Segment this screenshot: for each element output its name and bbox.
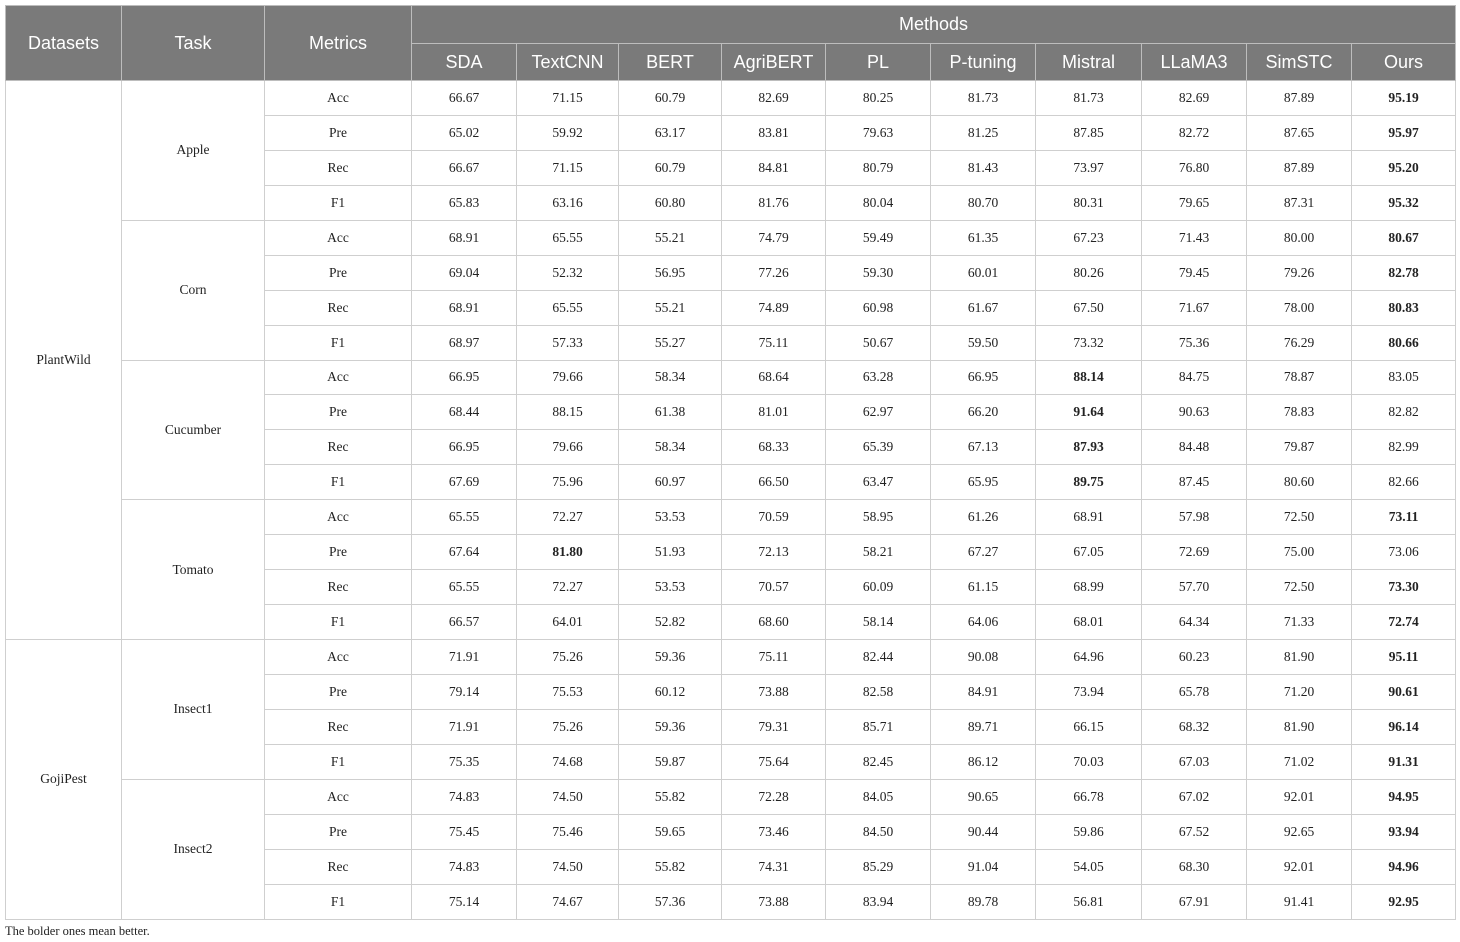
value-cell: 55.27: [619, 325, 722, 360]
value-cell: 91.41: [1247, 884, 1352, 919]
value-cell: 82.45: [826, 744, 931, 779]
value-cell: 67.52: [1142, 814, 1247, 849]
value-cell: 66.67: [412, 81, 517, 116]
method-header-llama3: LLaMA3: [1142, 44, 1247, 81]
value-cell: 58.14: [826, 605, 931, 640]
value-cell: 81.25: [931, 115, 1036, 150]
value-cell: 71.33: [1247, 605, 1352, 640]
value-cell: 70.59: [722, 500, 826, 535]
value-cell: 65.55: [517, 290, 619, 325]
value-cell: 64.06: [931, 605, 1036, 640]
value-cell: 90.63: [1142, 395, 1247, 430]
value-cell: 87.89: [1247, 150, 1352, 185]
value-cell: 91.31: [1352, 744, 1456, 779]
value-cell: 68.91: [412, 220, 517, 255]
method-header-bert: BERT: [619, 44, 722, 81]
metric-cell: Pre: [265, 115, 412, 150]
value-cell: 65.55: [412, 500, 517, 535]
value-cell: 61.67: [931, 290, 1036, 325]
value-cell: 71.43: [1142, 220, 1247, 255]
value-cell: 74.50: [517, 779, 619, 814]
value-cell: 60.80: [619, 185, 722, 220]
value-cell: 51.93: [619, 535, 722, 570]
metric-cell: Acc: [265, 779, 412, 814]
value-cell: 75.53: [517, 674, 619, 709]
value-cell: 84.91: [931, 674, 1036, 709]
value-cell: 82.69: [1142, 81, 1247, 116]
value-cell: 80.79: [826, 150, 931, 185]
value-cell: 82.72: [1142, 115, 1247, 150]
value-cell: 59.92: [517, 115, 619, 150]
value-cell: 75.14: [412, 884, 517, 919]
value-cell: 55.82: [619, 849, 722, 884]
value-cell: 92.01: [1247, 849, 1352, 884]
value-cell: 83.81: [722, 115, 826, 150]
metric-cell: F1: [265, 605, 412, 640]
value-cell: 59.36: [619, 709, 722, 744]
metric-cell: Pre: [265, 395, 412, 430]
value-cell: 55.82: [619, 779, 722, 814]
value-cell: 74.83: [412, 779, 517, 814]
value-cell: 65.78: [1142, 674, 1247, 709]
value-cell: 66.15: [1036, 709, 1142, 744]
value-cell: 60.79: [619, 150, 722, 185]
task-cell: Apple: [122, 81, 265, 221]
value-cell: 71.02: [1247, 744, 1352, 779]
metric-cell: F1: [265, 744, 412, 779]
value-cell: 81.80: [517, 535, 619, 570]
value-cell: 64.34: [1142, 605, 1247, 640]
method-header-sda: SDA: [412, 44, 517, 81]
value-cell: 80.70: [931, 185, 1036, 220]
value-cell: 92.65: [1247, 814, 1352, 849]
value-cell: 55.21: [619, 220, 722, 255]
metric-cell: F1: [265, 884, 412, 919]
value-cell: 75.64: [722, 744, 826, 779]
value-cell: 63.47: [826, 465, 931, 500]
value-cell: 65.55: [412, 570, 517, 605]
value-cell: 81.90: [1247, 709, 1352, 744]
value-cell: 60.09: [826, 570, 931, 605]
value-cell: 72.69: [1142, 535, 1247, 570]
metric-cell: Rec: [265, 849, 412, 884]
value-cell: 62.97: [826, 395, 931, 430]
value-cell: 88.15: [517, 395, 619, 430]
value-cell: 78.83: [1247, 395, 1352, 430]
value-cell: 79.14: [412, 674, 517, 709]
value-cell: 74.68: [517, 744, 619, 779]
value-cell: 84.48: [1142, 430, 1247, 465]
value-cell: 73.30: [1352, 570, 1456, 605]
value-cell: 60.97: [619, 465, 722, 500]
value-cell: 71.91: [412, 640, 517, 675]
method-header-pl: PL: [826, 44, 931, 81]
value-cell: 74.31: [722, 849, 826, 884]
value-cell: 57.70: [1142, 570, 1247, 605]
value-cell: 68.33: [722, 430, 826, 465]
value-cell: 59.65: [619, 814, 722, 849]
value-cell: 56.95: [619, 255, 722, 290]
value-cell: 52.82: [619, 605, 722, 640]
value-cell: 59.50: [931, 325, 1036, 360]
value-cell: 76.29: [1247, 325, 1352, 360]
value-cell: 80.83: [1352, 290, 1456, 325]
value-cell: 84.05: [826, 779, 931, 814]
method-header-agribert: AgriBERT: [722, 44, 826, 81]
value-cell: 56.81: [1036, 884, 1142, 919]
value-cell: 63.17: [619, 115, 722, 150]
value-cell: 66.50: [722, 465, 826, 500]
value-cell: 95.97: [1352, 115, 1456, 150]
value-cell: 90.44: [931, 814, 1036, 849]
value-cell: 95.11: [1352, 640, 1456, 675]
value-cell: 57.33: [517, 325, 619, 360]
value-cell: 59.49: [826, 220, 931, 255]
value-cell: 67.05: [1036, 535, 1142, 570]
value-cell: 70.57: [722, 570, 826, 605]
value-cell: 66.57: [412, 605, 517, 640]
value-cell: 73.46: [722, 814, 826, 849]
value-cell: 75.26: [517, 640, 619, 675]
value-cell: 68.91: [1036, 500, 1142, 535]
value-cell: 55.21: [619, 290, 722, 325]
table-row: [6, 220, 1456, 255]
value-cell: 82.69: [722, 81, 826, 116]
value-cell: 66.20: [931, 395, 1036, 430]
methods-group-header: Methods: [412, 6, 1456, 44]
value-cell: 68.97: [412, 325, 517, 360]
value-cell: 73.94: [1036, 674, 1142, 709]
metric-cell: Pre: [265, 255, 412, 290]
value-cell: 66.95: [412, 430, 517, 465]
value-cell: 96.14: [1352, 709, 1456, 744]
table-row: [6, 360, 1456, 395]
value-cell: 79.66: [517, 360, 619, 395]
value-cell: 95.20: [1352, 150, 1456, 185]
value-cell: 57.36: [619, 884, 722, 919]
value-cell: 63.16: [517, 185, 619, 220]
value-cell: 59.86: [1036, 814, 1142, 849]
value-cell: 54.05: [1036, 849, 1142, 884]
value-cell: 79.31: [722, 709, 826, 744]
value-cell: 81.43: [931, 150, 1036, 185]
value-cell: 82.82: [1352, 395, 1456, 430]
dataset-cell: PlantWild: [6, 81, 122, 640]
value-cell: 95.32: [1352, 185, 1456, 220]
value-cell: 74.50: [517, 849, 619, 884]
value-cell: 80.31: [1036, 185, 1142, 220]
value-cell: 68.99: [1036, 570, 1142, 605]
value-cell: 67.27: [931, 535, 1036, 570]
value-cell: 80.26: [1036, 255, 1142, 290]
value-cell: 94.96: [1352, 849, 1456, 884]
value-cell: 60.98: [826, 290, 931, 325]
value-cell: 60.79: [619, 81, 722, 116]
value-cell: 65.95: [931, 465, 1036, 500]
table-row: [6, 779, 1456, 814]
task-header: Task: [122, 6, 265, 81]
value-cell: 59.30: [826, 255, 931, 290]
value-cell: 73.06: [1352, 535, 1456, 570]
value-cell: 67.50: [1036, 290, 1142, 325]
value-cell: 93.94: [1352, 814, 1456, 849]
value-cell: 80.66: [1352, 325, 1456, 360]
datasets-header: Datasets: [6, 6, 122, 81]
metric-cell: Rec: [265, 150, 412, 185]
value-cell: 89.71: [931, 709, 1036, 744]
value-cell: 58.34: [619, 430, 722, 465]
table-row: [6, 640, 1456, 675]
value-cell: 87.89: [1247, 81, 1352, 116]
method-header-mistral: Mistral: [1036, 44, 1142, 81]
metric-cell: Rec: [265, 709, 412, 744]
value-cell: 87.85: [1036, 115, 1142, 150]
value-cell: 61.15: [931, 570, 1036, 605]
value-cell: 91.64: [1036, 395, 1142, 430]
value-cell: 71.20: [1247, 674, 1352, 709]
value-cell: 82.44: [826, 640, 931, 675]
metric-cell: Pre: [265, 535, 412, 570]
value-cell: 65.83: [412, 185, 517, 220]
value-cell: 84.50: [826, 814, 931, 849]
value-cell: 65.39: [826, 430, 931, 465]
value-cell: 81.73: [931, 81, 1036, 116]
value-cell: 65.55: [517, 220, 619, 255]
table-footnote: The bolder ones mean better.: [5, 924, 150, 938]
value-cell: 72.27: [517, 570, 619, 605]
value-cell: 71.15: [517, 81, 619, 116]
value-cell: 67.02: [1142, 779, 1247, 814]
value-cell: 64.01: [517, 605, 619, 640]
value-cell: 71.91: [412, 709, 517, 744]
value-cell: 90.08: [931, 640, 1036, 675]
value-cell: 53.53: [619, 500, 722, 535]
value-cell: 68.01: [1036, 605, 1142, 640]
value-cell: 67.13: [931, 430, 1036, 465]
method-header-p-tuning: P-tuning: [931, 44, 1036, 81]
value-cell: 89.75: [1036, 465, 1142, 500]
value-cell: 61.26: [931, 500, 1036, 535]
value-cell: 68.30: [1142, 849, 1247, 884]
value-cell: 50.67: [826, 325, 931, 360]
value-cell: 82.66: [1352, 465, 1456, 500]
value-cell: 81.73: [1036, 81, 1142, 116]
table-header: [6, 6, 1456, 81]
method-header-textcnn: TextCNN: [517, 44, 619, 81]
value-cell: 68.60: [722, 605, 826, 640]
value-cell: 58.95: [826, 500, 931, 535]
value-cell: 82.99: [1352, 430, 1456, 465]
value-cell: 85.71: [826, 709, 931, 744]
value-cell: 57.98: [1142, 500, 1247, 535]
task-cell: Insect1: [122, 640, 265, 780]
metric-cell: Rec: [265, 570, 412, 605]
value-cell: 80.04: [826, 185, 931, 220]
value-cell: 61.35: [931, 220, 1036, 255]
value-cell: 53.53: [619, 570, 722, 605]
value-cell: 74.89: [722, 290, 826, 325]
value-cell: 58.34: [619, 360, 722, 395]
metric-cell: F1: [265, 185, 412, 220]
value-cell: 82.58: [826, 674, 931, 709]
value-cell: 73.88: [722, 884, 826, 919]
value-cell: 75.11: [722, 640, 826, 675]
value-cell: 80.67: [1352, 220, 1456, 255]
value-cell: 80.25: [826, 81, 931, 116]
value-cell: 64.96: [1036, 640, 1142, 675]
value-cell: 79.65: [1142, 185, 1247, 220]
value-cell: 78.00: [1247, 290, 1352, 325]
metric-cell: Acc: [265, 640, 412, 675]
table-row: [6, 500, 1456, 535]
value-cell: 89.78: [931, 884, 1036, 919]
value-cell: 87.65: [1247, 115, 1352, 150]
value-cell: 75.00: [1247, 535, 1352, 570]
value-cell: 75.96: [517, 465, 619, 500]
value-cell: 75.45: [412, 814, 517, 849]
value-cell: 92.95: [1352, 884, 1456, 919]
value-cell: 87.45: [1142, 465, 1247, 500]
value-cell: 77.26: [722, 255, 826, 290]
value-cell: 68.44: [412, 395, 517, 430]
value-cell: 74.83: [412, 849, 517, 884]
method-header-simstc: SimSTC: [1247, 44, 1352, 81]
value-cell: 61.38: [619, 395, 722, 430]
metric-cell: Acc: [265, 220, 412, 255]
value-cell: 59.87: [619, 744, 722, 779]
value-cell: 72.27: [517, 500, 619, 535]
value-cell: 79.66: [517, 430, 619, 465]
value-cell: 72.13: [722, 535, 826, 570]
value-cell: 73.32: [1036, 325, 1142, 360]
value-cell: 90.65: [931, 779, 1036, 814]
value-cell: 60.01: [931, 255, 1036, 290]
value-cell: 75.46: [517, 814, 619, 849]
value-cell: 60.12: [619, 674, 722, 709]
value-cell: 60.23: [1142, 640, 1247, 675]
table-row: [6, 81, 1456, 116]
value-cell: 74.67: [517, 884, 619, 919]
value-cell: 84.81: [722, 150, 826, 185]
value-cell: 67.23: [1036, 220, 1142, 255]
table-body: [6, 81, 1456, 920]
value-cell: 76.80: [1142, 150, 1247, 185]
value-cell: 78.87: [1247, 360, 1352, 395]
dataset-cell: GojiPest: [6, 640, 122, 920]
value-cell: 71.15: [517, 150, 619, 185]
value-cell: 69.04: [412, 255, 517, 290]
value-cell: 83.94: [826, 884, 931, 919]
value-cell: 73.97: [1036, 150, 1142, 185]
value-cell: 75.26: [517, 709, 619, 744]
metric-cell: Pre: [265, 674, 412, 709]
value-cell: 75.11: [722, 325, 826, 360]
value-cell: 66.95: [412, 360, 517, 395]
metric-cell: F1: [265, 325, 412, 360]
value-cell: 81.90: [1247, 640, 1352, 675]
value-cell: 68.32: [1142, 709, 1247, 744]
value-cell: 95.19: [1352, 81, 1456, 116]
value-cell: 72.50: [1247, 500, 1352, 535]
value-cell: 80.00: [1247, 220, 1352, 255]
metric-cell: Pre: [265, 814, 412, 849]
value-cell: 70.03: [1036, 744, 1142, 779]
value-cell: 92.01: [1247, 779, 1352, 814]
task-cell: Corn: [122, 220, 265, 360]
value-cell: 66.95: [931, 360, 1036, 395]
value-cell: 66.67: [412, 150, 517, 185]
metric-cell: Rec: [265, 290, 412, 325]
value-cell: 91.04: [931, 849, 1036, 884]
metric-cell: Rec: [265, 430, 412, 465]
value-cell: 75.36: [1142, 325, 1247, 360]
value-cell: 90.61: [1352, 674, 1456, 709]
value-cell: 85.29: [826, 849, 931, 884]
value-cell: 75.35: [412, 744, 517, 779]
value-cell: 87.93: [1036, 430, 1142, 465]
value-cell: 59.36: [619, 640, 722, 675]
value-cell: 73.11: [1352, 500, 1456, 535]
metric-cell: Acc: [265, 500, 412, 535]
task-cell: Tomato: [122, 500, 265, 640]
value-cell: 73.88: [722, 674, 826, 709]
value-cell: 72.28: [722, 779, 826, 814]
value-cell: 94.95: [1352, 779, 1456, 814]
metrics-header: Metrics: [265, 6, 412, 81]
task-cell: Cucumber: [122, 360, 265, 500]
value-cell: 67.64: [412, 535, 517, 570]
value-cell: 86.12: [931, 744, 1036, 779]
value-cell: 79.63: [826, 115, 931, 150]
value-cell: 67.69: [412, 465, 517, 500]
value-cell: 79.87: [1247, 430, 1352, 465]
value-cell: 68.64: [722, 360, 826, 395]
value-cell: 84.75: [1142, 360, 1247, 395]
value-cell: 72.74: [1352, 605, 1456, 640]
value-cell: 71.67: [1142, 290, 1247, 325]
value-cell: 80.60: [1247, 465, 1352, 500]
value-cell: 67.03: [1142, 744, 1247, 779]
value-cell: 52.32: [517, 255, 619, 290]
metric-cell: F1: [265, 465, 412, 500]
results-table: [5, 5, 1456, 920]
value-cell: 58.21: [826, 535, 931, 570]
value-cell: 66.78: [1036, 779, 1142, 814]
value-cell: 83.05: [1352, 360, 1456, 395]
value-cell: 81.01: [722, 395, 826, 430]
value-cell: 88.14: [1036, 360, 1142, 395]
value-cell: 67.91: [1142, 884, 1247, 919]
value-cell: 72.50: [1247, 570, 1352, 605]
value-cell: 63.28: [826, 360, 931, 395]
value-cell: 74.79: [722, 220, 826, 255]
metric-cell: Acc: [265, 81, 412, 116]
value-cell: 65.02: [412, 115, 517, 150]
value-cell: 82.78: [1352, 255, 1456, 290]
value-cell: 81.76: [722, 185, 826, 220]
task-cell: Insect2: [122, 779, 265, 919]
method-header-ours: Ours: [1352, 44, 1456, 81]
value-cell: 87.31: [1247, 185, 1352, 220]
value-cell: 79.45: [1142, 255, 1247, 290]
value-cell: 68.91: [412, 290, 517, 325]
value-cell: 79.26: [1247, 255, 1352, 290]
metric-cell: Acc: [265, 360, 412, 395]
